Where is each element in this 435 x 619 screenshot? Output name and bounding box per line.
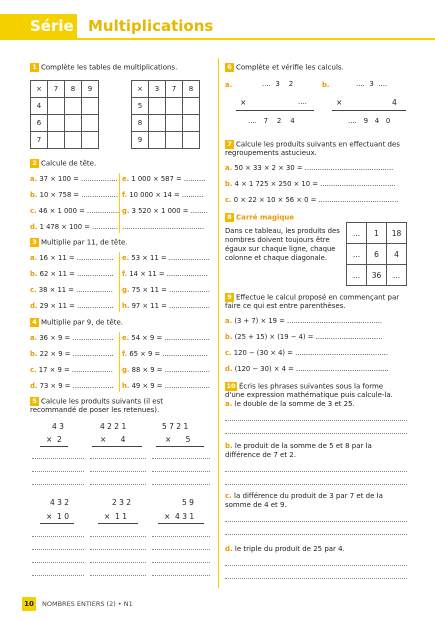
answer-line[interactable] (225, 578, 407, 579)
answer-line[interactable] (32, 484, 84, 485)
ex4-item: b. 22 × 9 = ................... (30, 350, 114, 358)
ex2-item: c. 46 × 1 000 = ............... (30, 207, 120, 215)
ex3-item: f. 14 × 11 = ................... (122, 270, 208, 278)
mult-table-1 (30, 80, 99, 149)
answer-line[interactable] (32, 458, 84, 459)
ex1-instruction: Complète les tables de multiplications. (41, 63, 178, 72)
answer-line[interactable] (152, 575, 210, 576)
op2-bottom: × 4 (100, 435, 126, 444)
ex10-d: d. le triple du produit de 25 par 4. (225, 545, 345, 553)
serie-label: Série 1 (30, 17, 90, 35)
ex4-item: e. 54 × 9 = ..................... (122, 334, 210, 342)
table1-col: 8 (65, 81, 82, 98)
ex7-instruction-line2: regroupements astucieux. (225, 149, 317, 157)
magic-cell: 1 (367, 223, 387, 244)
table2-col: 8 (183, 81, 200, 98)
table2-cell[interactable] (183, 132, 200, 149)
answer-line[interactable] (225, 471, 407, 472)
magic-cell: 36 (367, 265, 387, 286)
answer-line[interactable] (225, 565, 407, 566)
magic-cell: 18 (387, 223, 407, 244)
ex6-b-top: .... 3 .... (356, 80, 388, 88)
ex2-item: f. 10 000 × 14 = .......... (122, 191, 204, 199)
header-underline (0, 38, 435, 40)
table1-col: 7 (48, 81, 65, 98)
ex4-item: h. 49 × 9 = ..................... (122, 382, 210, 390)
answer-line[interactable] (90, 471, 146, 472)
ex6-number: 6 (225, 63, 234, 72)
ex4-item: g. 88 × 9 = ..................... (122, 366, 211, 374)
answer-line[interactable] (32, 549, 84, 550)
answer-line[interactable] (225, 433, 407, 434)
magic-cell[interactable]: ... (387, 265, 407, 286)
ex2-item: ...................................... (122, 223, 205, 231)
ex9-number: 9 (225, 293, 234, 302)
ex10-c: c. la différence du produit de 3 par 7 et de la (225, 492, 383, 500)
page-number: 10 (22, 597, 36, 611)
ex10-instruction-line2: d'une expression mathématique puis calcule-la. (225, 391, 393, 399)
table2-row: 8 (132, 115, 149, 132)
magic-cell: 4 (387, 244, 407, 265)
ex6-b-bar (332, 110, 406, 111)
ex2-item: g. 3 520 × 1 000 = ........ (122, 207, 208, 215)
table1-cell[interactable] (48, 132, 65, 149)
ex3-item: c. 38 × 11 = ................. (30, 286, 113, 294)
table2-op: × (132, 81, 149, 98)
answer-line[interactable] (225, 484, 407, 485)
ex8-text: Dans ce tableau, les produits des nombres doivent toujours être égaux sur chaque ligne, chaque colonne et chaque diagonale. (225, 227, 340, 262)
table1-cell[interactable] (65, 132, 82, 149)
ex2-divider (119, 173, 120, 233)
answer-line[interactable] (90, 484, 146, 485)
magic-square (346, 222, 407, 286)
ex3-item: g. 75 × 11 = ................... (122, 286, 211, 294)
ex4-number: 4 (30, 318, 39, 327)
answer-line[interactable] (32, 575, 84, 576)
answer-line[interactable] (152, 471, 210, 472)
table1-cell[interactable] (48, 98, 65, 115)
ex6-a-times: × (240, 98, 247, 107)
ex6-a-label: a. (225, 81, 233, 89)
ex10-number: 10 (226, 382, 236, 390)
answer-line[interactable] (152, 549, 210, 550)
op6-top: 5 9 (182, 498, 194, 507)
ex2-item: e. 1 000 × 587 = .......... (122, 175, 206, 183)
table1-op: × (31, 81, 48, 98)
ex4-heading (30, 318, 123, 328)
ex10-a: a. le double de la somme de 3 et 25. (225, 400, 355, 408)
answer-line[interactable] (152, 562, 210, 563)
ex4-item: a. 36 × 9 = ................... (30, 334, 114, 342)
ex6-b-label: b. (322, 81, 330, 89)
ex1-number: 1 (30, 63, 39, 72)
answer-line[interactable] (32, 471, 84, 472)
column-divider (218, 58, 219, 588)
table2-cell[interactable] (166, 115, 183, 132)
ex3-item: b. 62 × 11 = ................. (30, 270, 114, 278)
table2-cell[interactable] (149, 98, 166, 115)
magic-cell: 6 (367, 244, 387, 265)
answer-line[interactable] (225, 521, 407, 522)
op1-top: 4 3 (52, 422, 64, 431)
ex6-a-bar (236, 110, 314, 111)
ex2-item: d. 1 478 × 100 = ............ (30, 223, 119, 231)
ex7-instruction-line1: Calcule les produits suivants en effectuant des (236, 140, 400, 149)
op5-top: 2 3 2 (112, 498, 132, 507)
ex8-title: Carré magique (236, 213, 295, 222)
table1-row: 4 (31, 98, 48, 115)
op5-bar (98, 523, 138, 524)
table2-cell[interactable] (183, 115, 200, 132)
table2-col: 7 (166, 81, 183, 98)
answer-line[interactable] (225, 534, 407, 535)
op2-top: 4 2 2 1 (100, 422, 127, 431)
answer-line[interactable] (152, 458, 210, 459)
footer-text: NOMBRES ENTIERS (2) • N1 (42, 600, 133, 608)
ex4-item: d. 73 × 9 = ................... (30, 382, 114, 390)
answer-line[interactable] (225, 420, 407, 421)
ex6-a-result: .... 7 2 4 (248, 117, 295, 125)
table1-cell[interactable] (48, 115, 65, 132)
answer-line[interactable] (32, 536, 84, 537)
table1-row: 6 (31, 115, 48, 132)
ex2-instruction: Calcule de tête. (41, 159, 97, 168)
ex6-b-multiplier: 4 (392, 98, 397, 107)
answer-line[interactable] (90, 458, 146, 459)
answer-line[interactable] (32, 562, 84, 563)
ex4-item: f. 65 × 9 = ..................... (122, 350, 208, 358)
ex9-instruction-line1: Effectue le calcul proposé en commençant par (236, 293, 400, 302)
ex7-item: b. 4 × 1 725 × 250 × 10 = ................................... (225, 180, 396, 188)
table1-cell[interactable] (82, 132, 99, 149)
op3-top: 5 7 2 1 (162, 422, 189, 431)
table1-cell[interactable] (82, 98, 99, 115)
answer-line[interactable] (90, 562, 146, 563)
op5-bottom: × 1 1 (104, 512, 127, 521)
page-header (0, 0, 435, 42)
table1-row: 7 (31, 132, 48, 149)
table2-cell[interactable] (149, 132, 166, 149)
ex10-c-line2: somme de 4 et 9. (225, 501, 287, 509)
ex6-instruction: Complète et vérifie les calculs. (236, 63, 344, 72)
table2-row: 9 (132, 132, 149, 149)
table1-cell[interactable] (82, 115, 99, 132)
ex3-heading (30, 238, 127, 248)
ex5-number: 5 (30, 397, 39, 406)
answer-line[interactable] (90, 575, 146, 576)
ex2-item: a. 37 × 100 = ................. (30, 175, 118, 183)
ex4-item: c. 17 × 9 = ................... (30, 366, 113, 374)
table2-cell[interactable] (149, 115, 166, 132)
ex7-number: 7 (225, 140, 234, 149)
table1-cell[interactable] (65, 115, 82, 132)
ex7-item: c. 0 × 22 × 10 × 56 × 0 = ..................................... (225, 196, 399, 204)
op1-bottom: × 2 (46, 435, 62, 444)
magic-cell[interactable]: ... (347, 265, 367, 286)
ex8-number: 8 (225, 213, 234, 222)
ex5-instruction-line1: Calcule les produits suivants (il est (41, 397, 163, 406)
table2-col: 3 (149, 81, 166, 98)
op3-bar (156, 446, 204, 447)
ex3-item: h. 97 × 11 = ................... (122, 302, 210, 310)
ex7-item: a. 50 × 33 × 2 × 30 = ......................................... (225, 164, 394, 172)
table1-col: 9 (82, 81, 99, 98)
ex1-heading (30, 63, 177, 73)
ex6-a-multiplier: .... (298, 98, 307, 106)
ex2-heading (30, 159, 96, 169)
mult-table-2 (131, 80, 200, 149)
table2-cell[interactable] (166, 132, 183, 149)
ex5-instruction-line2: recommandé de poser les retenues). (30, 406, 160, 414)
answer-line[interactable] (90, 549, 146, 550)
ex3-item: a. 16 × 11 = ................. (30, 254, 114, 262)
ex9-item: c. 120 − (30 × 4) = ........................................... (225, 349, 388, 357)
table2-cell[interactable] (183, 98, 200, 115)
ex9-item: d. (120 − 30) × 4 = ........................................... (225, 365, 389, 373)
op4-bar (40, 523, 74, 524)
ex4-divider (119, 332, 120, 392)
ex6-b-times: × (336, 98, 343, 107)
table2-cell[interactable] (166, 98, 183, 115)
ex6-heading (225, 63, 344, 73)
table2-row: 5 (132, 98, 149, 115)
page-title: Multiplications (88, 17, 214, 35)
magic-cell[interactable]: ... (347, 223, 367, 244)
ex2-number: 2 (30, 159, 39, 168)
ex8-heading (225, 213, 294, 223)
ex3-divider (119, 252, 120, 312)
answer-line[interactable] (152, 536, 210, 537)
ex3-item: d. 29 × 11 = ................. (30, 302, 114, 310)
ex3-item: e. 53 × 11 = ................... (122, 254, 210, 262)
op2-bar (92, 446, 142, 447)
ex9-item: a. (3 + 7) × 19 = ............................................ (225, 317, 383, 325)
ex9-instruction-line2: faire ce qui est entre parenthèses. (225, 302, 346, 310)
ex10-instruction-line1: Écris les phrases suivantes sous la forme (239, 382, 384, 391)
ex3-instruction: Multiplie par 11, de tête. (41, 238, 128, 247)
op3-bottom: × 5 (165, 435, 191, 444)
ex10-b-line2: différence de 7 et 2. (225, 451, 296, 459)
op6-bottom: × 4 3 1 (164, 512, 195, 521)
op1-bar (40, 446, 68, 447)
magic-cell[interactable]: ... (347, 244, 367, 265)
op4-bottom: × 1 0 (46, 512, 69, 521)
op4-top: 4 3 2 (50, 498, 70, 507)
answer-line[interactable] (90, 536, 146, 537)
ex2-item: b. 10 × 758 = ................. (30, 191, 119, 199)
ex9-item: b. (25 + 15) × (19 − 4) = ............................... (225, 333, 383, 341)
ex6-b-result: .... 9 4 0 (348, 117, 391, 125)
ex6-a-top: .... 3 2 (262, 80, 294, 88)
table1-cell[interactable] (65, 98, 82, 115)
ex4-instruction: Multiplie par 9, de tête. (41, 318, 124, 327)
ex3-number: 3 (30, 238, 39, 247)
op6-bar (158, 523, 204, 524)
ex10-b: b. le produit de la somme de 5 et 8 par la (225, 442, 372, 450)
answer-line[interactable] (152, 484, 210, 485)
